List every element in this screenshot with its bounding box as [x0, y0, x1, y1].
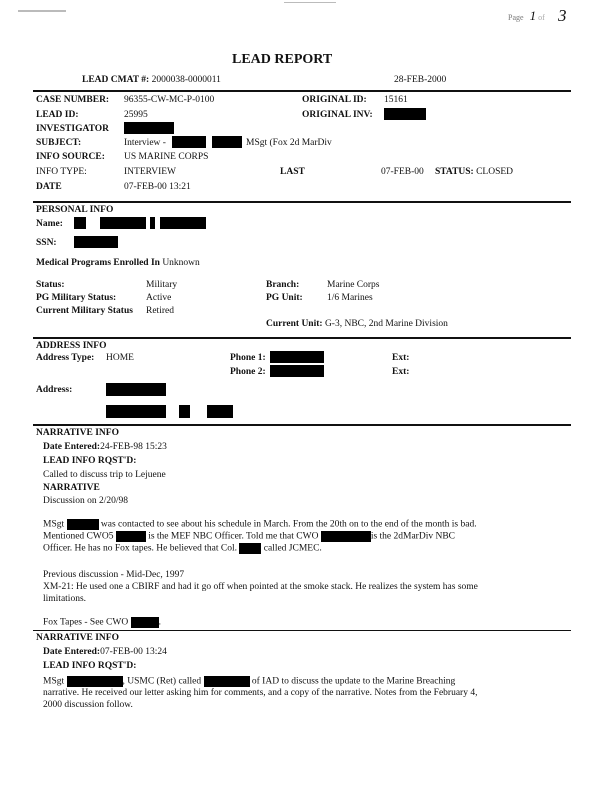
branch-label: Branch: — [266, 280, 300, 290]
narrative1-rule — [33, 424, 571, 426]
lead-id-label: LEAD ID: — [36, 110, 79, 120]
address-type: HOME — [106, 353, 134, 363]
narrative2-date-value: 07-FEB-00 13:24 — [100, 647, 167, 657]
scan-mark-center — [284, 2, 336, 3]
redaction-address-3 — [179, 405, 190, 418]
status — [435, 167, 513, 177]
redaction-address-4 — [207, 405, 233, 418]
narrative1-date — [43, 442, 167, 452]
name-label: Name: — [36, 219, 63, 229]
personal-heading: PERSONAL INFO — [36, 205, 114, 215]
fox-text: Fox Tapes - See CWO — [43, 617, 129, 628]
p1-text-e: is the 2dMarDiv NBC — [370, 531, 456, 542]
ext2-label: Ext: — [392, 367, 410, 377]
header-rule — [33, 90, 571, 92]
redaction-name-2 — [100, 217, 146, 229]
date-label: DATE — [36, 182, 62, 192]
subject-suffix: MSgt (Fox 2d MarDiv — [246, 138, 332, 148]
narrative1-rqst: Called to discuss trip to Lejuene — [43, 470, 166, 480]
scan-mark-left — [18, 10, 66, 12]
ext1-label: Ext: — [392, 353, 410, 363]
redaction-p2-1 — [67, 676, 123, 687]
narrative2-heading: NARRATIVE INFO — [36, 633, 119, 643]
p1-text-a: MSgt — [43, 519, 65, 530]
medical-value: Unknown — [162, 258, 200, 268]
redaction-name-1 — [74, 217, 86, 229]
narrative1-rqst-label: LEAD INFO RQST'D: — [43, 456, 137, 466]
narrative1-date-label: Date Entered: — [43, 442, 101, 452]
narrative1-narrative-label: NARRATIVE — [43, 483, 100, 493]
redaction-phone1 — [270, 351, 324, 363]
case-number-label: CASE NUMBER: — [36, 95, 110, 105]
subject-prefix: Interview - — [124, 138, 166, 148]
p2-text-e: 2000 discussion follow. — [43, 699, 133, 710]
p2-text-a: MSgt — [43, 676, 65, 687]
address-label: Address: — [36, 385, 73, 395]
medical — [36, 258, 200, 268]
info-source-label: INFO SOURCE: — [36, 152, 105, 162]
redaction-name-4 — [160, 217, 206, 229]
current-unit-value: G-3, NBC, 2nd Marine Division — [324, 319, 448, 329]
last-label: LAST — [280, 167, 305, 177]
redaction-subject-2 — [212, 136, 242, 148]
redaction-p1-4 — [239, 543, 261, 554]
narrative2-date-label: Date Entered: — [43, 647, 101, 657]
p1-text-g: called JCMEC. — [263, 544, 322, 555]
pg-military-label: PG Military Status: — [36, 293, 117, 303]
status-mil-label: Status: — [36, 280, 65, 290]
redaction-fox — [131, 617, 159, 628]
page-label: Page — [508, 13, 524, 22]
redaction-phone2 — [270, 365, 324, 377]
investigator-label: INVESTIGATOR — [36, 124, 110, 134]
current-military: Retired — [146, 306, 174, 316]
redaction-investigator — [124, 122, 174, 134]
report-title: LEAD REPORT — [232, 52, 333, 67]
p1-text-d: is the MEF NBC Officer. Told me that CWO — [148, 531, 319, 542]
phone2-label: Phone 2: — [230, 367, 266, 377]
original-id-label: ORIGINAL ID: — [302, 95, 367, 105]
status-mil: Military — [146, 280, 178, 290]
redaction-address-2 — [106, 405, 166, 418]
pg-unit: 1/6 Marines — [327, 293, 373, 303]
previous-discussion: Previous discussion - Mid-Dec, 1997 — [43, 570, 185, 580]
p1-text-f: Officer. He has no Fox tapes. He believed that Col. — [43, 544, 237, 555]
fox-period: . — [158, 617, 161, 628]
subject-label: SUBJECT: — [36, 138, 82, 148]
narrative2-paragraph — [43, 676, 561, 711]
narrative1-discussion: Discussion on 2/20/98 — [43, 496, 128, 506]
original-id: 15161 — [384, 95, 408, 105]
redaction-original-inv — [384, 108, 426, 120]
narrative2-rule — [33, 630, 571, 631]
current-unit — [266, 319, 448, 329]
status-label: STATUS: — [435, 167, 474, 177]
redaction-address-1 — [106, 383, 166, 396]
page-mark — [508, 8, 545, 24]
last-value: 07-FEB-00 — [381, 167, 424, 177]
redaction-p2-2 — [204, 676, 250, 687]
address-heading: ADDRESS INFO — [36, 341, 107, 351]
narrative1-paragraph1 — [43, 519, 561, 556]
info-type-label: INFO TYPE: — [36, 167, 87, 177]
lead-cmat-label: LEAD CMAT #: — [82, 75, 150, 85]
report-date: 28-FEB-2000 — [394, 75, 447, 85]
branch: Marine Corps — [327, 280, 380, 290]
narrative1-heading: NARRATIVE INFO — [36, 428, 119, 438]
address-rule — [33, 337, 571, 339]
redaction-p1-2 — [116, 531, 146, 542]
page-number: 1 — [529, 8, 537, 23]
narrative2-rqst-label: LEAD INFO RQST'D: — [43, 661, 137, 671]
medical-label: Medical Programs Enrolled In — [36, 258, 160, 268]
pg-military: Active — [146, 293, 172, 303]
lead-cmat-value: 2000038-0000011 — [151, 75, 221, 85]
status-value: CLOSED — [476, 167, 514, 177]
p1-text-c: Mentioned CWO5 — [43, 531, 114, 542]
fox-tapes — [43, 617, 161, 628]
page-sep: of — [538, 13, 545, 22]
pg-unit-label: PG Unit: — [266, 293, 303, 303]
personal-rule — [33, 201, 571, 203]
xm21-line1: XM-21: He used one a CBIRF and had it go off when pointed at the smoke stack. He realizes the system has some — [43, 582, 478, 592]
original-inv-label: ORIGINAL INV: — [302, 110, 373, 120]
redaction-ssn — [74, 236, 118, 248]
redaction-p1-1 — [67, 519, 99, 530]
redaction-p1-3 — [321, 531, 371, 542]
narrative1-date-value: 24-FEB-98 15:23 — [100, 442, 167, 452]
case-number: 96355-CW-MC-P-0100 — [124, 95, 215, 105]
lead-id: 25995 — [124, 110, 148, 120]
info-source: US MARINE CORPS — [124, 152, 209, 162]
narrative2-date — [43, 647, 167, 657]
xm21-line2: limitations. — [43, 594, 87, 604]
p1-text-b: was contacted to see about his schedule in March. From the 20th on to the end of the month is bad. — [100, 519, 477, 530]
redaction-name-3 — [150, 217, 155, 229]
p2-text-b: , USMC (Ret) called — [122, 676, 202, 687]
phone1-label: Phone 1: — [230, 353, 266, 363]
current-unit-label: Current Unit: — [266, 319, 323, 329]
page-annotation: 3 — [558, 6, 567, 25]
lead-cmat — [82, 75, 221, 85]
address-type-label: Address Type: — [36, 353, 95, 363]
redaction-subject-1 — [172, 136, 206, 148]
current-military-label: Current Military Status — [36, 306, 133, 316]
info-type: INTERVIEW — [124, 167, 176, 177]
p2-text-d: narrative. He received our letter asking him for comments, and a copy of the narrative. Notes from the February 4, — [43, 688, 478, 699]
ssn-label: SSN: — [36, 238, 57, 248]
date-value: 07-FEB-00 13:21 — [124, 182, 191, 192]
p2-text-c: of IAD to discuss the update to the Marine Breaching — [251, 676, 456, 687]
